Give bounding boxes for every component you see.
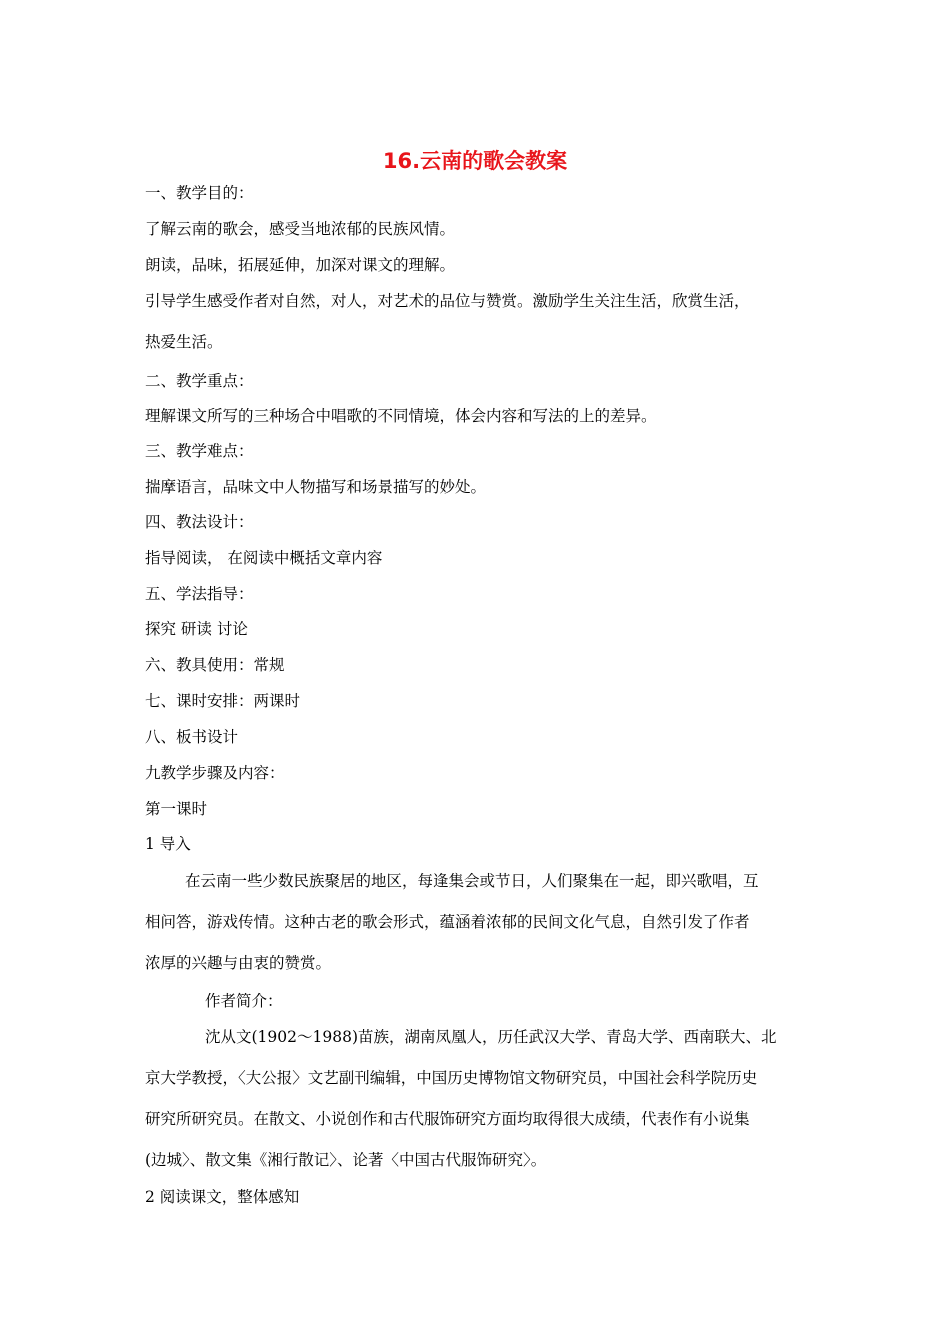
section-heading-board-design: 八、板书设计 <box>145 728 239 746</box>
intro-paragraph-line: 浓厚的兴趣与由衷的赞赏。 <box>145 954 332 972</box>
section-heading-steps: 九教学步骤及内容： <box>145 764 285 782</box>
teaching-method-text: 指导阅读， 在阅读中概括文章内容 <box>145 549 383 567</box>
author-bio-line: 沈从文(1902～1988)苗族，湖南凤凰人，历任武汉大学、青岛大学、西南联大、北 <box>205 1028 777 1046</box>
section-heading-teaching-method: 四、教法设计： <box>145 513 254 531</box>
intro-paragraph-line: 在云南一些少数民族聚居的地区，每逢集会或节日，人们聚集在一起，即兴歌唱，互 <box>185 872 759 890</box>
author-bio-line: (边城〉、散文集《湘行散记〉、论著〈中国古代服饰研究〉。 <box>145 1151 547 1169</box>
key-points-text: 理解课文所写的三种场合中唱歌的不同情境，体会内容和写法的上的差异。 <box>145 407 657 425</box>
document-title: 16.云南的歌会教案 <box>382 149 568 173</box>
objective-line: 引导学生感受作者对自然，对人，对艺术的品位与赞赏。激励学生关注生活，欣赏生活， <box>145 292 750 310</box>
section-heading-key-points: 二、教学重点： <box>145 372 254 390</box>
learning-method-text: 探究 研读 讨论 <box>145 620 248 638</box>
first-lesson-heading: 第一课时 <box>145 800 208 818</box>
author-bio-line: 京大学教授，〈大公报〉文艺副刊编辑，中国历史博物馆文物研究员，中国社会科学院历史 <box>145 1069 758 1087</box>
section-heading-difficulties: 三、教学难点： <box>145 442 254 460</box>
objective-line: 了解云南的歌会，感受当地浓郁的民族风情。 <box>145 220 456 238</box>
section-heading-learning-method: 五、学法指导： <box>145 585 254 603</box>
author-bio-line: 研究所研究员。在散文、小说创作和古代服饰研究方面均取得很大成绩，代表作有小说集 <box>145 1110 750 1128</box>
step-reading-heading: 2 阅读课文，整体感知 <box>145 1188 300 1206</box>
intro-paragraph-line: 相问答，游戏传情。这种古老的歌会形式，蕴涵着浓郁的民间文化气息，自然引发了作者 <box>145 913 750 931</box>
section-heading-teaching-aids: 六、教具使用：常规 <box>145 656 285 674</box>
section-heading-objectives: 一、教学目的： <box>145 184 254 202</box>
objective-line: 朗读，品味，拓展延伸，加深对课文的理解。 <box>145 256 456 274</box>
step-intro-heading: 1 导入 <box>145 835 191 853</box>
difficulties-text: 揣摩语言，品味文中人物描写和场景描写的妙处。 <box>145 478 487 496</box>
section-heading-schedule: 七、课时安排：两课时 <box>145 692 301 710</box>
author-intro-heading: 作者简介： <box>205 992 283 1010</box>
objective-line-continued: 热爱生活。 <box>145 333 223 351</box>
